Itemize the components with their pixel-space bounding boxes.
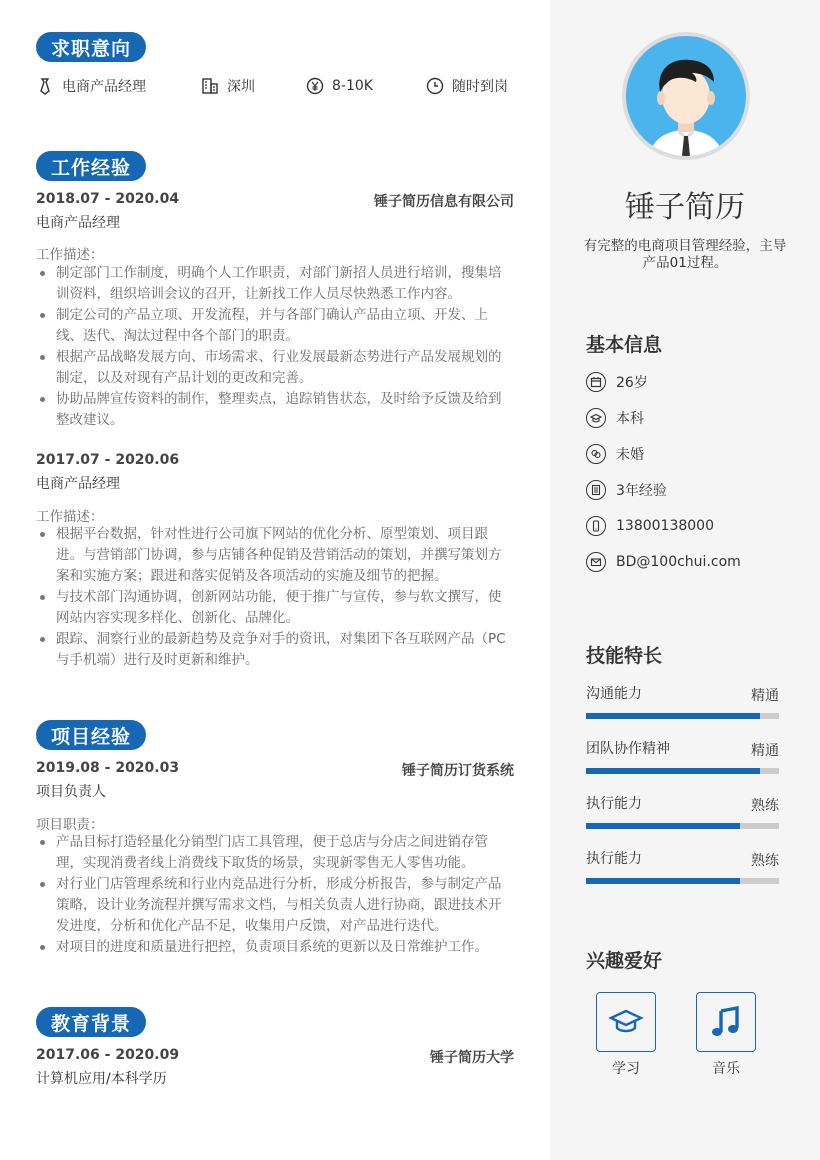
avatar [622,32,750,160]
skill-level: 精通 [751,743,779,759]
work-entry-2-role: 电商产品经理 [36,476,120,492]
graduation-cap-icon [608,1004,644,1040]
document-icon [586,480,606,500]
skill-level: 熟练 [751,853,779,869]
section-title-education: 教育背景 [36,1007,146,1037]
graduation-cap-icon [586,408,606,428]
list-item: 制定公司的产品立项、开发流程，并与各部门确认产品由立项、开发、上线、迭代、淘汰过程中各个部门的职责。 [36,305,508,347]
list-item: 对项目的进度和质量进行把控，负责项目系统的更新以及日常维护工作。 [36,937,508,958]
section-title-project: 项目经验 [36,720,146,750]
yen-icon [306,77,324,95]
info-email-text: BD@100chui.com [616,554,741,570]
work-entry-1-date: 2018.07 - 2020.04 [36,191,180,207]
hobby-study-box [596,992,656,1052]
skills-title: 技能特长 [586,645,663,667]
skill-name: 执行能力 [586,851,642,867]
skill-name: 沟通能力 [586,686,642,702]
hobby-music-label: 音乐 [712,1061,740,1077]
skill-level: 熟练 [751,798,779,814]
work-entry-1-header [36,191,514,211]
work-entry-2-header [36,452,514,472]
sidebar [550,0,820,1160]
clock-icon [426,77,444,95]
skill-bar-track [586,768,779,774]
education-header [36,1047,514,1067]
work-entry-1-desc-label: 工作描述： [36,247,104,263]
work-entry-2-bullets [36,524,508,671]
education-school: 锤子简历大学 [430,1050,514,1066]
mail-icon [586,552,606,572]
intent-salary-text: 8-10K [332,78,373,94]
info-phone [586,516,714,536]
tie-icon [36,77,54,95]
project-desc-label: 项目职责： [36,817,104,833]
project-role: 项目负责人 [36,784,106,800]
info-degree [586,408,644,428]
info-experience [586,480,667,500]
skill-bar-fill [586,713,760,719]
project-name: 锤子简历订货系统 [402,763,514,779]
work-entry-1-role: 电商产品经理 [36,215,120,231]
list-item: 跟踪、洞察行业的最新趋势及竞争对手的资讯，对集团下各互联网产品（PC与手机端）进行及时更新和维护。 [36,629,508,671]
skill-bar-track [586,823,779,829]
building-icon [201,77,219,95]
profile-summary: 有完整的电商项目管理经验，主导产品01过程。 [583,238,787,271]
avatar-illustration [626,36,746,156]
info-email [586,552,741,572]
hobby-study-label: 学习 [612,1061,640,1077]
hearts-icon [586,444,606,464]
skill-bar-track [586,713,779,719]
intent-position [36,74,146,98]
hobbies-title: 兴趣爱好 [586,950,663,972]
skill-item [586,793,779,833]
list-item: 根据平台数据，针对性进行公司旗下网站的优化分析、原型策划、项目跟进。与营销部门协调，参与店铺各种促销及营销活动的策划，并撰写策划方案和实施方案；跟进和落实促销及各项活动的实施及细节的把握。 [36,524,508,587]
work-entry-1-company: 锤子简历信息有限公司 [374,194,514,210]
education-date: 2017.06 - 2020.09 [36,1047,180,1063]
phone-icon [586,516,606,536]
info-phone-text: 13800138000 [616,518,714,534]
education-major: 计算机应用/本科学历 [36,1071,167,1087]
section-title-intent: 求职意向 [36,32,146,62]
work-entry-1-bullets [36,263,508,431]
project-bullets [36,832,508,958]
project-header [36,760,514,780]
info-age [586,372,648,392]
list-item: 根据产品战略发展方向、市场需求、行业发展最新态势进行产品发展规划的制定，以及对现有产品计划的更改和完善。 [36,347,508,389]
skill-name: 执行能力 [586,796,642,812]
music-note-icon [708,1004,744,1040]
info-experience-text: 3年经验 [616,483,667,499]
skill-bar-fill [586,768,760,774]
skill-item [586,738,779,778]
list-item: 产品目标打造轻量化分销型门店工具管理，便于总店与分店之间进销存管理，实现消费者线上消费线下取货的场景，实现新零售无人零售功能。 [36,832,508,874]
list-item: 与技术部门沟通协调，创新网站功能，便于推广与宣传，参与软文撰写，使网站内容实现多样化、创新化、品牌化。 [36,587,508,629]
skill-item [586,848,779,888]
intent-row [36,74,516,98]
hobby-music-box [696,992,756,1052]
info-marital-text: 未婚 [616,447,644,463]
info-degree-text: 本科 [616,411,644,427]
hobby-music [696,992,756,1078]
skill-item [586,683,779,723]
section-title-work: 工作经验 [36,151,146,181]
calendar-icon [586,372,606,392]
intent-availability [426,74,508,98]
intent-availability-text: 随时到岗 [452,79,508,95]
project-date: 2019.08 - 2020.03 [36,760,180,776]
skill-bar-fill [586,823,740,829]
skill-bar-fill [586,878,740,884]
intent-city-text: 深圳 [227,79,255,95]
info-marital [586,444,644,464]
work-entry-2-desc-label: 工作描述： [36,509,104,525]
work-entry-2-date: 2017.07 - 2020.06 [36,452,180,468]
hobby-study [596,992,656,1078]
skill-level: 精通 [751,688,779,704]
intent-city [201,74,255,98]
skill-name: 团队协作精神 [586,741,670,757]
profile-name: 锤子简历 [625,190,745,225]
info-age-text: 26岁 [616,375,648,391]
basic-info-title: 基本信息 [586,334,663,356]
skill-bar-track [586,878,779,884]
list-item: 制定部门工作制度，明确个人工作职责，对部门新招人员进行培训，搜集培训资料，组织培训会议的召开，让新找工作人员尽快熟悉工作内容。 [36,263,508,305]
intent-position-text: 电商产品经理 [62,79,146,95]
intent-salary [306,74,373,98]
list-item: 对行业门店管理系统和行业内竞品进行分析，形成分析报告，参与制定产品策略，设计业务流程并撰写需求文档，与相关负责人进行协商，跟进技术开发进度，分析和优化产品不足，收集用户反馈，对产品进行迭代。 [36,874,508,937]
list-item: 协助品牌宣传资料的制作，整理卖点，追踪销售状态，及时给予反馈及给到整改建议。 [36,389,508,431]
